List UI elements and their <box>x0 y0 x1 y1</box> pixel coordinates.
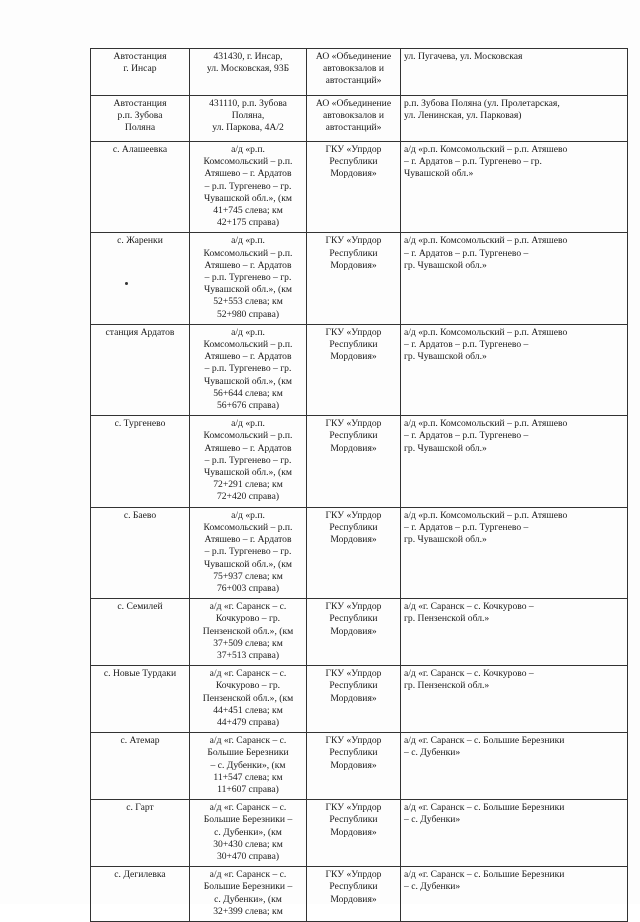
route-cell: а/д «р.п. Комсомольский – р.п. Атяшево – г. Ардатов – р.п. Тургенево – гр. Чувашской обл.» <box>401 142 628 233</box>
route-cell: а/д «г. Саранск – с. Большие Березники – с. Дубенки» <box>401 733 628 800</box>
stop-address-cell: а/д «г. Саранск – с. Большие Березники – с. Дубенки», (км 30+430 слева; км 30+470 справа) <box>190 800 307 867</box>
stop-name-cell: с. Гарт <box>91 800 190 867</box>
route-cell: а/д «г. Саранск – с. Кочкурово – гр. Пензенской обл.» <box>401 599 628 666</box>
stop-name-cell: с. Атемар <box>91 733 190 800</box>
table-row <box>91 96 628 142</box>
stop-name-cell: с. Тургенево <box>91 416 190 507</box>
owner-cell: ГКУ «Упрдор Республики Мордовия» <box>307 800 401 867</box>
route-cell: а/д «р.п. Комсомольский – р.п. Атяшево – г. Ардатов – р.п. Тургенево – гр. Чувашской обл.» <box>401 324 628 415</box>
table-row <box>91 867 628 922</box>
stop-name-cell: Автостанция р.п. Зубова Поляна <box>91 96 190 142</box>
stop-address-cell: а/д «г. Саранск – с. Кочкурово – гр. Пензенской обл.», (км 44+451 слева; км 44+479 справа) <box>190 666 307 733</box>
stop-address-cell: а/д «р.п. Комсомольский – р.п. Атяшево – г. Ардатов – р.п. Тургенево – гр. Чувашской обл.», (км 75+937 слева; км 76+003 справа) <box>190 507 307 598</box>
owner-cell: ГКУ «Упрдор Республики Мордовия» <box>307 324 401 415</box>
stop-name-cell: с. Алашеевка <box>91 142 190 233</box>
owner-cell: ГКУ «Упрдор Республики Мордовия» <box>307 507 401 598</box>
table-row <box>91 800 628 867</box>
owner-cell: АО «Объединение автовокзалов и автостанций» <box>307 49 401 96</box>
owner-cell: ГКУ «Упрдор Республики Мордовия» <box>307 867 401 922</box>
route-cell: а/д «р.п. Комсомольский – р.п. Атяшево – г. Ардатов – р.п. Тургенево – гр. Чувашской обл.» <box>401 233 628 324</box>
route-cell: а/д «г. Саранск – с. Кочкурово – гр. Пензенской обл.» <box>401 666 628 733</box>
table-row <box>91 507 628 598</box>
table-row <box>91 666 628 733</box>
stop-name-cell: с. Жаренки <box>91 233 190 324</box>
route-cell: а/д «г. Саранск – с. Большие Березники – с. Дубенки» <box>401 867 628 922</box>
stop-address-cell: а/д «г. Саранск – с. Большие Березники – с. Дубенки», (км 32+399 слева; км <box>190 867 307 922</box>
stop-name-cell: с. Баево <box>91 507 190 598</box>
stop-address-cell: а/д «р.п. Комсомольский – р.п. Атяшево – г. Ардатов – р.п. Тургенево – гр. Чувашской обл.», (км 56+644 слева; км 56+676 справа) <box>190 324 307 415</box>
table-row <box>91 142 628 233</box>
stop-name-cell: Автостанция г. Инсар <box>91 49 190 96</box>
bus-stops-table <box>90 48 628 922</box>
scan-speck-mark <box>125 282 128 285</box>
route-cell: р.п. Зубова Поляна (ул. Пролетарская, ул. Ленинская, ул. Парковая) <box>401 96 628 142</box>
table-row <box>91 416 628 507</box>
route-cell: а/д «р.п. Комсомольский – р.п. Атяшево – г. Ардатов – р.п. Тургенево – гр. Чувашской обл.» <box>401 507 628 598</box>
stop-name-cell: с. Новые Турдаки <box>91 666 190 733</box>
stop-address-cell: 431110, р.п. Зубова Поляна, ул. Паркова, 4А/2 <box>190 96 307 142</box>
stop-address-cell: 431430, г. Инсар, ул. Московская, 93Б <box>190 49 307 96</box>
stop-name-cell: с. Семилей <box>91 599 190 666</box>
stop-address-cell: а/д «г. Саранск – с. Кочкурово – гр. Пензенской обл.», (км 37+509 слева; км 37+513 справа) <box>190 599 307 666</box>
owner-cell: ГКУ «Упрдор Республики Мордовия» <box>307 416 401 507</box>
table-row <box>91 733 628 800</box>
stop-name-cell: с. Дегилевка <box>91 867 190 922</box>
owner-cell: ГКУ «Упрдор Республики Мордовия» <box>307 142 401 233</box>
owner-cell: ГКУ «Упрдор Республики Мордовия» <box>307 599 401 666</box>
owner-cell: АО «Объединение автовокзалов и автостанций» <box>307 96 401 142</box>
route-cell: а/д «р.п. Комсомольский – р.п. Атяшево – г. Ардатов – р.п. Тургенево – гр. Чувашской обл.» <box>401 416 628 507</box>
stop-address-cell: а/д «р.п. Комсомольский – р.п. Атяшево – г. Ардатов – р.п. Тургенево – гр. Чувашской обл.», (км 52+553 слева; км 52+980 справа) <box>190 233 307 324</box>
route-cell: ул. Пугачева, ул. Московская <box>401 49 628 96</box>
stop-name-cell: станция Ардатов <box>91 324 190 415</box>
table-row <box>91 599 628 666</box>
route-cell: а/д «г. Саранск – с. Большие Березники – с. Дубенки» <box>401 800 628 867</box>
owner-cell: ГКУ «Упрдор Республики Мордовия» <box>307 666 401 733</box>
owner-cell: ГКУ «Упрдор Республики Мордовия» <box>307 233 401 324</box>
stop-address-cell: а/д «г. Саранск – с. Большие Березники – с. Дубенки», (км 11+547 слева; км 11+607 справа) <box>190 733 307 800</box>
table-row <box>91 49 628 96</box>
table-row <box>91 233 628 324</box>
owner-cell: ГКУ «Упрдор Республики Мордовия» <box>307 733 401 800</box>
stop-address-cell: а/д «р.п. Комсомольский – р.п. Атяшево – г. Ардатов – р.п. Тургенево – гр. Чувашской обл.», (км 72+291 слева; км 72+420 справа) <box>190 416 307 507</box>
stop-address-cell: а/д «р.п. Комсомольский – р.п. Атяшево – г. Ардатов – р.п. Тургенево – гр. Чувашской обл.», (км 41+745 слева; км 42+175 справа) <box>190 142 307 233</box>
table-row <box>91 324 628 415</box>
